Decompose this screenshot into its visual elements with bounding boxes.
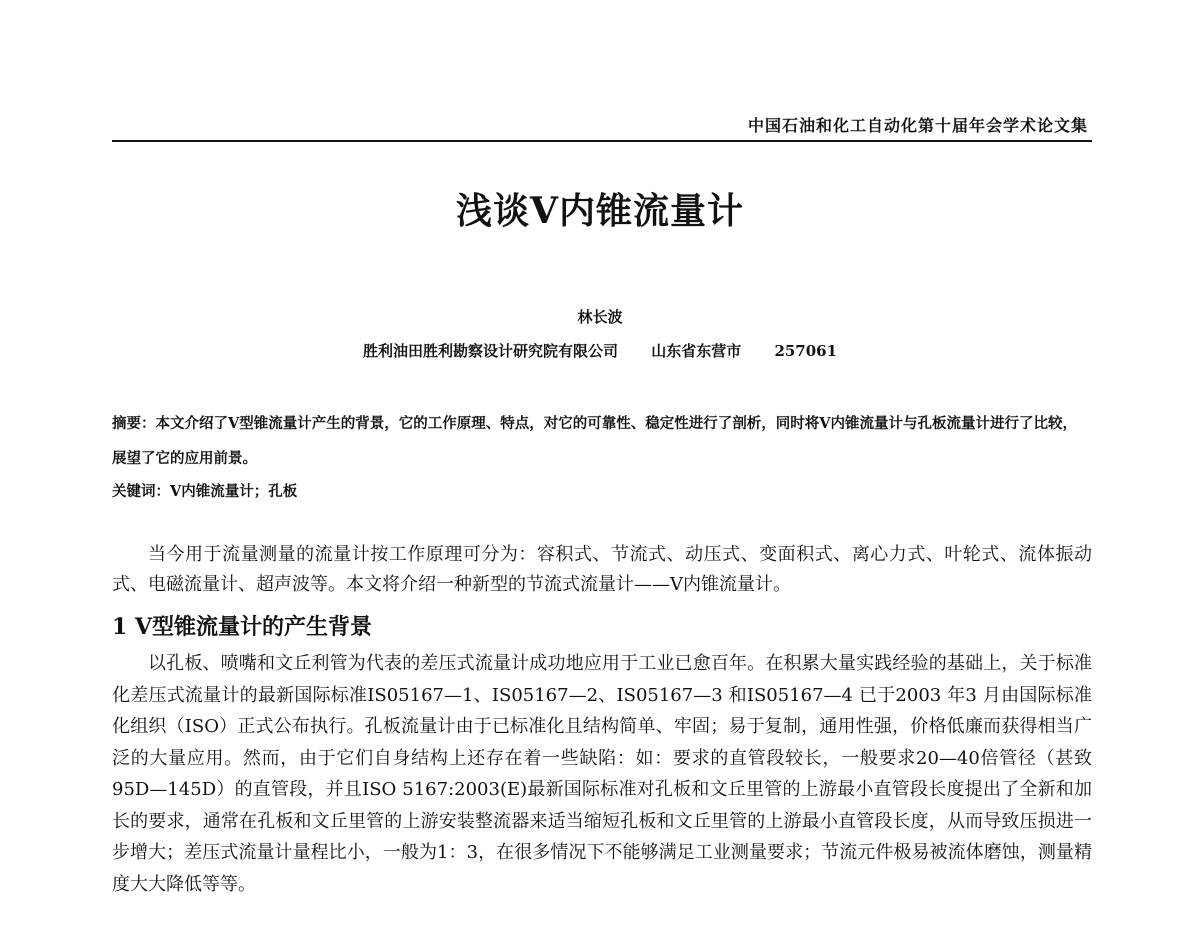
header-rule (112, 140, 1092, 142)
abstract (112, 406, 1090, 476)
running-header: 中国石油和化工自动化第十届年会学术论文集 (747, 116, 1088, 135)
keywords (112, 480, 1090, 501)
section-heading: 1 V型锥流量计的产生背景 (112, 614, 373, 640)
intro-paragraph: 当今用于流量测量的流量计按工作原理可分为：容积式、节流式、动压式、变面积式、离心力式、叶轮式、流体振动式、电磁流量计、超声波等。本文将介绍一种新型的节流式流量计——V内锥流量计。 (112, 544, 1092, 595)
keywords-label: 关键词： (112, 483, 170, 500)
affiliation-location: 山东省东营市 (651, 342, 742, 360)
affiliation-postcode: 257061 (774, 342, 838, 360)
paper-title: 浅谈V内锥流量计 (456, 190, 744, 232)
abstract-text: 本文介绍了V型锥流量计产生的背景，它的工作原理、特点，对它的可靠性、稳定性进行了剖析，同时将V内锥流量计与孔板流量计进行了比较，展望了它的应用前景。 (112, 415, 1077, 467)
keywords-text: V内锥流量计；孔板 (170, 483, 298, 500)
affiliation (0, 340, 1200, 361)
author-name: 林长波 (577, 308, 623, 326)
section-paragraph: 以孔板、喷嘴和文丘利管为代表的差压式流量计成功地应用于工业已愈百年。在积累大量实践经验的基础上，关于标准化差压式流量计的最新国际标准IS05167—1、IS05167—2、IS05167—3 和IS05167—4 已于2003 年3 月由国际标准化组织（ISO）正式公布执行。孔板流量计由于已标准化且结构简单、牢固；易于复制，通用性强，价格低廉而获得相当广泛的大量应用。然而，由于它们自身结构上还存在着一些缺陷：如：要求的直管段较长，一般要求20—40倍管径（甚致95D—145D）的直管段，并且ISO 5167:2003(E)最新国际标准对孔板和文丘里管的上游最小直管段长度提出了全新和加长的要求，通常在孔板和文丘里管的上游安装整流器来适当缩短孔板和文丘里管的上游最小直管段长度，从而导致压损进一步增大；差压式流量计量程比小，一般为1：3，在很多情况下不能够满足工业测量要求；节流元件极易被流体磨蚀，测量精度大大降低等等。 (112, 653, 1092, 895)
abstract-label: 摘要： (112, 415, 156, 432)
affiliation-institution: 胜利油田胜利勘察设计研究院有限公司 (362, 342, 618, 360)
